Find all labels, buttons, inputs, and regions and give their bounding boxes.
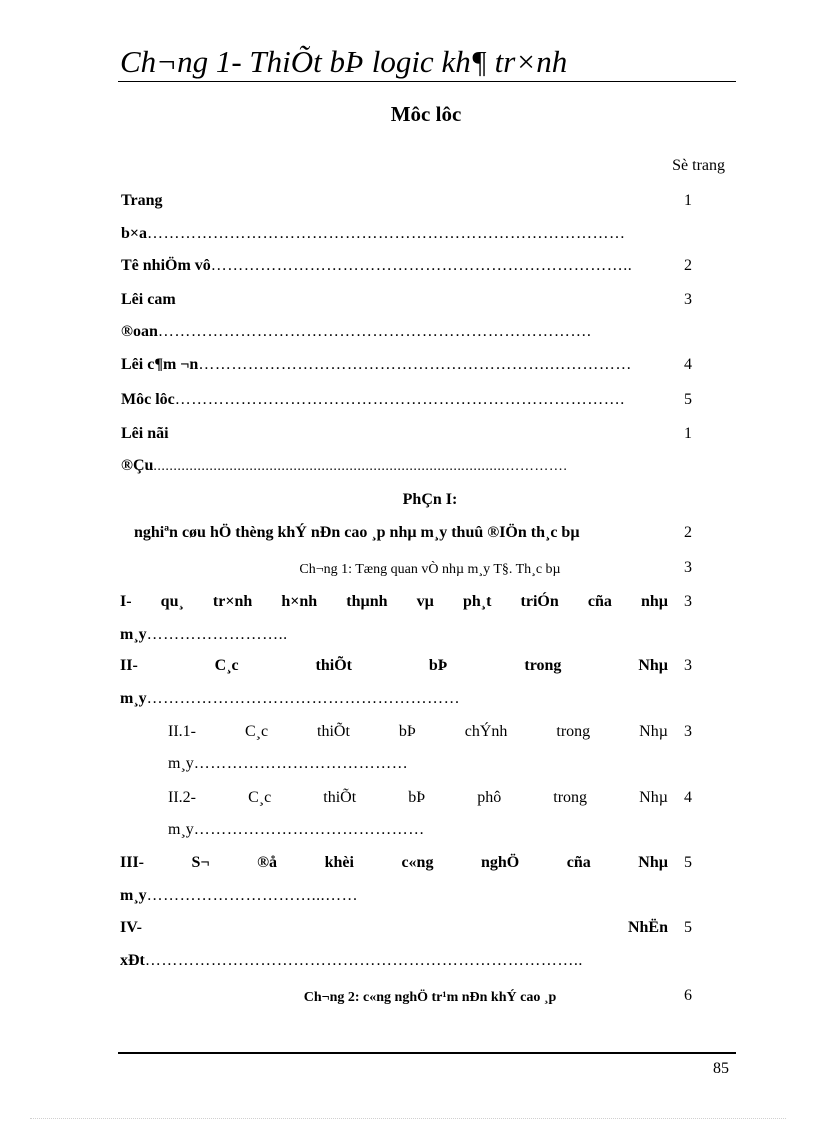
word: thiÕt: [315, 657, 352, 674]
toc-entry-contents-page: 5: [684, 391, 692, 408]
word: C¸c: [214, 657, 239, 674]
word: khèi: [324, 854, 354, 871]
footer-page-number: 85: [713, 1060, 729, 1077]
toc-entry-cover-line2: [121, 222, 626, 246]
section-2-2-page: 4: [684, 789, 692, 806]
toc-entry-leader: ……………………………………: [193, 821, 425, 838]
toc-entry-leader: …………………………………………………………………….: [157, 323, 592, 340]
word: vµ: [416, 593, 434, 610]
section-2-2-line1: [168, 786, 668, 810]
word: bÞ: [408, 789, 426, 806]
word: Nhµ: [639, 723, 668, 740]
toc-entry-intro-line1: Lêi nãi: [121, 425, 169, 442]
word: Nhµ: [639, 789, 668, 806]
chapter1-page: 3: [684, 559, 692, 576]
toc-entry-leader: ……………………..: [146, 626, 288, 643]
word: S¬: [191, 854, 210, 871]
toc-entry-cover-line1: Trang: [121, 192, 163, 209]
toc-entry-leader: ……………………………………………………………………..: [144, 952, 583, 969]
word: bÞ: [428, 657, 448, 674]
section-2-page: 3: [684, 657, 692, 674]
word: phô: [477, 789, 502, 806]
word: bÞ: [398, 723, 416, 740]
word: NhËn: [627, 919, 668, 936]
word: nhµ: [640, 593, 668, 610]
section-2-1-text: m¸y: [168, 755, 194, 772]
toc-entry-task-text: Tê nhiÖm vô: [121, 257, 211, 274]
chapter-header-title: Ch¬ng 1- ThiÕt bÞ logic kh¶ tr×nh: [120, 44, 568, 79]
word: C¸c: [244, 723, 269, 740]
section-4-line2: [120, 949, 583, 973]
section-3-text: m¸y: [120, 887, 147, 904]
toc-entry-thanks-page: 4: [684, 356, 692, 373]
toc-entry-task-page: 2: [684, 257, 692, 274]
word: I-: [120, 593, 132, 610]
section-2-text: m¸y: [120, 690, 147, 707]
toc-entry-leader: ……………………………………………………….……………: [198, 356, 632, 373]
word: h×nh: [281, 593, 318, 610]
word: trong: [524, 657, 562, 674]
toc-entry-leader: …………………………………………………………………..: [210, 257, 633, 274]
section-2-1-line1: [168, 720, 668, 744]
toc-title: Môc lôc: [390, 102, 462, 126]
toc-entry-contents-text: Môc lôc: [121, 391, 175, 408]
word: ph¸t: [462, 593, 492, 610]
toc-entry-thanks: [121, 353, 632, 377]
word: thiÕt: [323, 789, 357, 806]
word: cña: [587, 593, 612, 610]
word: III-: [120, 854, 145, 871]
toc-entry-leader: …………………………………: [193, 755, 409, 772]
toc-entry-intro-page: 1: [684, 425, 692, 442]
word: trong: [556, 723, 591, 740]
part-title: nghiªn cøu hÖ thèng khÝ nÐn cao ¸p nhµ m¸y thuû ®IÖn th¸c bµ: [134, 524, 580, 541]
section-2-1-page: 3: [684, 723, 692, 740]
section-3-page: 5: [684, 854, 692, 871]
section-2-2-line2: [168, 818, 425, 842]
toc-entry-leader: ……………………………………………………………………………: [147, 225, 626, 242]
word: qu¸: [160, 593, 184, 610]
page-column-label: Sè trang: [672, 157, 725, 174]
chapter1-title: Ch¬ng 1: Tæng quan vÒ nhµ m¸y T§. Th¸c bµ: [299, 562, 561, 577]
chapter2-title: Ch¬ng 2: c«ng nghÖ tr¹m nÐn khÝ cao ¸p: [303, 990, 557, 1005]
word: c«ng: [401, 854, 434, 871]
chapter2-page: 6: [684, 987, 692, 1004]
toc-entry-intro-line2: [121, 454, 567, 479]
word: trong: [553, 789, 588, 806]
section-3-line2: [120, 884, 358, 908]
toc-entry-leader: ........................................................................................………….: [153, 459, 568, 474]
word: C¸c: [248, 789, 272, 806]
word: thiÕt: [317, 723, 350, 740]
toc-entry-pledge-page: 3: [684, 291, 692, 308]
word: tr×nh: [212, 593, 253, 610]
section-1-line1: [120, 590, 668, 614]
toc-entry-leader: …………………………………………………: [146, 690, 461, 707]
word: Nhµ: [638, 854, 668, 871]
toc-entry-pledge-text: ®oan: [121, 323, 158, 340]
word: Nhµ: [638, 657, 668, 674]
section-2-line1: [120, 654, 668, 678]
toc-entry-task: [121, 254, 632, 278]
word: cña: [566, 854, 591, 871]
part-title-page: 2: [684, 524, 692, 541]
word: II.1-: [168, 723, 196, 740]
footer-rule: [118, 1052, 736, 1054]
toc-entry-cover-text: b×a: [121, 225, 148, 242]
toc-entry-leader: ……………………………………………………………………….: [174, 391, 625, 408]
section-1-page: 3: [684, 593, 692, 610]
section-3-line1: [120, 851, 668, 875]
toc-entry-intro-text: ®Çu: [121, 457, 154, 474]
word: IV-: [120, 919, 142, 936]
word: nghÖ: [480, 854, 520, 871]
toc-entry-pledge-line2: [121, 320, 591, 344]
header-rule: [118, 81, 736, 82]
section-4-text: xÐt: [120, 952, 145, 969]
section-1-line2: [120, 623, 288, 647]
word: chÝnh: [464, 723, 508, 740]
word: II-: [120, 657, 138, 674]
word: thµnh: [346, 593, 388, 610]
section-2-1-line2: [168, 752, 408, 776]
toc-entry-contents: [121, 388, 625, 412]
section-1-text: m¸y: [120, 626, 147, 643]
section-2-2-text: m¸y: [168, 821, 194, 838]
section-2-line2: [120, 687, 460, 711]
section-4-page: 5: [684, 919, 692, 936]
part-heading: PhÇn I:: [402, 491, 458, 508]
word: ®å: [257, 854, 278, 871]
toc-entry-thanks-text: Lêi c¶m ¬n: [121, 356, 199, 373]
toc-entry-leader: …………………………...……: [146, 887, 359, 904]
toc-entry-pledge-line1: Lêi cam: [121, 291, 176, 308]
page-edge-divider: [30, 1118, 786, 1119]
word: II.2-: [168, 789, 196, 806]
word: triÓn: [520, 593, 559, 610]
toc-entry-cover-page: 1: [684, 192, 692, 209]
section-4-line1: [120, 916, 668, 940]
